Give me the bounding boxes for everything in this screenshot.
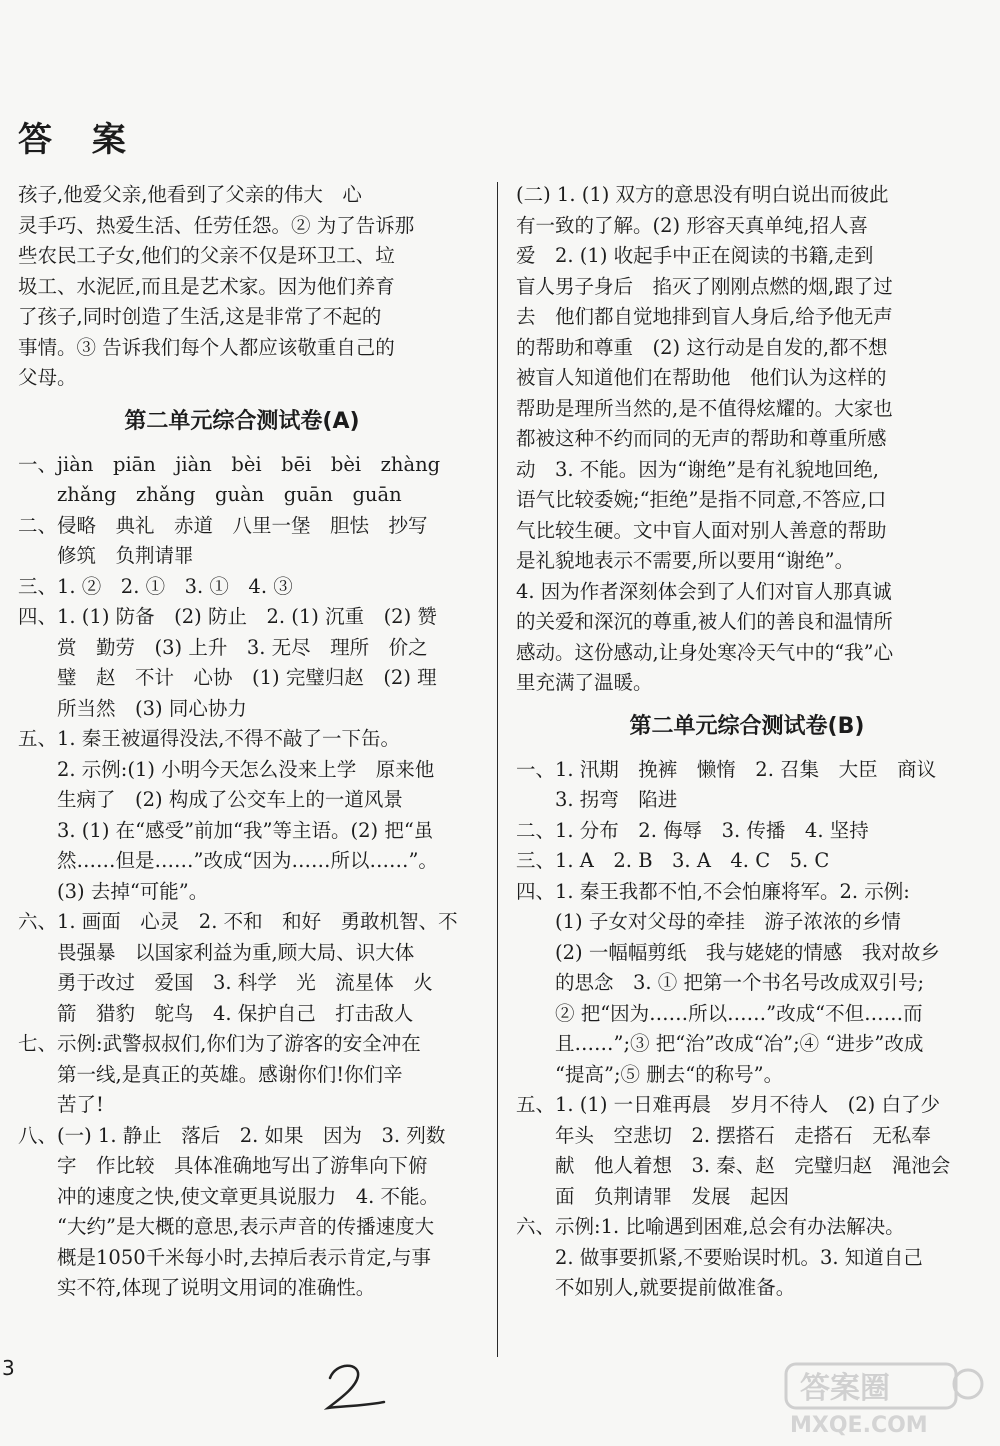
answer-line: 一、jiàn piān jiàn bèi bēi bèi zhàng	[18, 452, 441, 476]
text-line: 气比较生硬。文中盲人面对别人善意的帮助	[516, 518, 887, 542]
right-column	[516, 180, 978, 1304]
answer-line: zhǎng zhǎng guàn guān guān	[18, 483, 402, 506]
right-intro-text	[516, 180, 978, 699]
answer-line: (1) 子女对父母的牵挂 游子浓浓的乡情	[516, 910, 901, 933]
answer-line: 字 作比较 具体准确地写出了游隼向下俯	[18, 1154, 428, 1177]
answer-line: 四、1. 秦王我都不怕,不会怕廉将军。2. 示例:	[516, 879, 910, 903]
answer-line: 一、1. 汛期 挽裤 懒惰 2. 召集 大臣 商议	[516, 757, 937, 781]
text-line: 了孩子,同时创造了生活,这是非常了不起的	[18, 305, 382, 328]
answer-line: 三、1. A 2. B 3. A 4. C 5. C	[516, 849, 830, 872]
left-column	[18, 180, 466, 1304]
answer-line: 五、1. (1) 一日难再晨 岁月不待人 (2) 白了少	[516, 1093, 940, 1116]
text-line: 是礼貌地表示不需要,所以要用“谢绝”。	[516, 549, 855, 572]
answer-line: “提高”;⑤ 删去“的称号”。	[516, 1062, 784, 1086]
answer-line: 冲的速度之快,使文章更具说服力 4. 不能。	[18, 1184, 440, 1208]
text-line: 爱 2. (1) 收起手中正在阅读的书籍,走到	[516, 244, 874, 267]
answer-line: 生病了 (2) 构成了公交车上的一道风景	[18, 788, 403, 811]
answer-line: 勇于改过 爱国 3. 科学 光 流星体 火	[18, 971, 433, 994]
text-line: 父母。	[18, 366, 77, 389]
text-line: 些农民工子女,他们的父亲不仅是环卫工、垃	[18, 244, 395, 267]
answer-line: (2) 一幅幅剪纸 我与姥姥的情感 我对故乡	[516, 940, 940, 964]
answer-line: 六、示例:1. 比喻遇到困难,总会有办法解决。	[516, 1215, 905, 1238]
answer-line: 第一线,是真正的英雄。感谢你们!你们辛	[18, 1062, 403, 1086]
answer-line: 献 他人着想 3. 秦、赵 完璧归赵 渑池会	[516, 1154, 951, 1177]
answer-line: 2. 做事要抓紧,不要贻误时机。3. 知道自己	[516, 1245, 923, 1269]
column-divider	[497, 182, 498, 1357]
text-line: 被盲人知道他们在帮助他 他们认为这样的	[516, 366, 887, 389]
text-line: 的关爱和深沉的尊重,被人们的善良和温情所	[516, 610, 893, 633]
answer-line: 八、(一) 1. 静止 落后 2. 如果 因为 3. 列数	[18, 1123, 446, 1147]
text-line: 语气比较委婉;“拒绝”是指不同意,不答应,口	[516, 488, 887, 511]
answer-line: 苦了!	[18, 1093, 104, 1116]
svg-text:MXQE.COM: MXQE.COM	[790, 1413, 928, 1438]
answer-line: 3. 拐弯 陷进	[516, 788, 678, 811]
text-line: 都被这种不约而同的无声的帮助和尊重所感	[516, 427, 887, 450]
answer-line: 3. (1) 在“感受”前加“我”等主语。(2) 把“虽	[18, 818, 434, 842]
answer-line: 且……”;③ 把“治”改成“冶”;④ “进步”改成	[516, 1032, 924, 1055]
answer-line: 四、1. (1) 防备 (2) 防止 2. (1) 沉重 (2) 赞	[18, 605, 437, 628]
text-line: 有一致的了解。(2) 形容天真单纯,招人喜	[516, 213, 869, 237]
svg-text:答案圈: 答案圈	[800, 1371, 890, 1406]
answer-line: 二、侵略 典礼 赤道 八里一堡 胆怯 抄写	[18, 513, 428, 537]
answer-line: “大约”是大概的意思,表示声音的传播速度大	[18, 1215, 435, 1238]
answer-line: 六、1. 画面 心灵 2. 不和 和好 勇敢机智、不	[18, 910, 458, 933]
answer-line: ② 把“因为……所以……”改成“不但……而	[516, 1001, 923, 1025]
watermark-logo	[780, 1360, 985, 1440]
section-title-a: 第二单元综合测试卷(A)	[124, 408, 360, 434]
text-line: 感动。这份感动,让身处寒冷天气中的“我”心	[516, 640, 894, 664]
answer-line: 概是1050千米每小时,去掉后表示肯定,与事	[18, 1245, 432, 1269]
handwritten-mark	[318, 1356, 388, 1416]
text-line: 的帮助和尊重 (2) 这行动是自发的,都不想	[516, 335, 888, 359]
text-line: 4. 因为作者深刻体会到了人们对盲人那真诚	[516, 579, 892, 603]
text-line: 圾工、水泥匠,而且是艺术家。因为他们养育	[18, 274, 395, 298]
answer-line: 五、1. 秦王被逼得没法,不得不敲了一下缶。	[18, 727, 401, 750]
answer-line: 修筑 负荆请罪	[18, 544, 194, 567]
answer-line: 二、1. 分布 2. 侮辱 3. 传播 4. 坚持	[516, 818, 869, 842]
text-line: 灵手巧、热爱生活、任劳任怨。② 为了告诉那	[18, 213, 415, 237]
text-line: 去 他们都自觉地排到盲人身后,给予他无声	[516, 305, 893, 328]
answer-line: (3) 去掉“可能”。	[18, 879, 209, 903]
answer-line: 年头 空悲切 2. 摆搭石 走搭石 无私奉	[516, 1123, 931, 1147]
answer-line: 赏 勤劳 (3) 上升 3. 无尽 理所 价之	[18, 635, 428, 659]
answer-line: 不如别人,就要提前做准备。	[516, 1276, 796, 1299]
left-answers	[18, 450, 466, 1304]
text-line: (二) 1. (1) 双方的意思没有明白说出而彼此	[516, 183, 889, 206]
page-title: 答 案	[18, 120, 140, 160]
answer-line: 璧 赵 不计 心协 (1) 完璧归赵 (2) 理	[18, 666, 437, 689]
page-number: 3	[2, 1356, 15, 1380]
text-line: 里充满了温暖。	[516, 671, 653, 694]
answer-line: 然……但是……”改成“因为……所以……”。	[18, 849, 438, 872]
answer-line: 的思念 3. ① 把第一个书名号改成双引号;	[516, 971, 925, 994]
answer-line: 实不符,体现了说明文用词的准确性。	[18, 1276, 376, 1299]
answer-line: 三、1. ② 2. ① 3. ① 4. ③	[18, 574, 293, 598]
answer-line: 七、示例:武警叔叔们,你们为了游客的安全冲在	[18, 1032, 421, 1055]
text-line: 动 3. 不能。因为“谢绝”是有礼貌地回绝,	[516, 457, 879, 481]
text-line: 孩子,他爱父亲,他看到了父亲的伟大 心	[18, 183, 362, 206]
right-answers	[516, 755, 978, 1304]
answer-line: 所当然 (3) 同心协力	[18, 696, 247, 720]
text-line: 事情。③ 告诉我们每个人都应该敬重自己的	[18, 335, 395, 359]
answer-line: 面 负荆请罪 发展 起因	[516, 1184, 790, 1208]
answer-line: 2. 示例:(1) 小明今天怎么没来上学 原来他	[18, 757, 435, 781]
answer-line: 畏强暴 以国家利益为重,顾大局、识大体	[18, 940, 415, 964]
text-line: 盲人男子身后 掐灭了刚刚点燃的烟,跟了过	[516, 274, 893, 298]
answer-line: 箭 猎豹 鸵鸟 4. 保护自己 打击敌人	[18, 1001, 414, 1025]
section-title-b: 第二单元综合测试卷(B)	[629, 713, 865, 739]
left-intro-text	[18, 180, 466, 394]
text-line: 帮助是理所当然的,是不值得炫耀的。大家也	[516, 396, 893, 420]
